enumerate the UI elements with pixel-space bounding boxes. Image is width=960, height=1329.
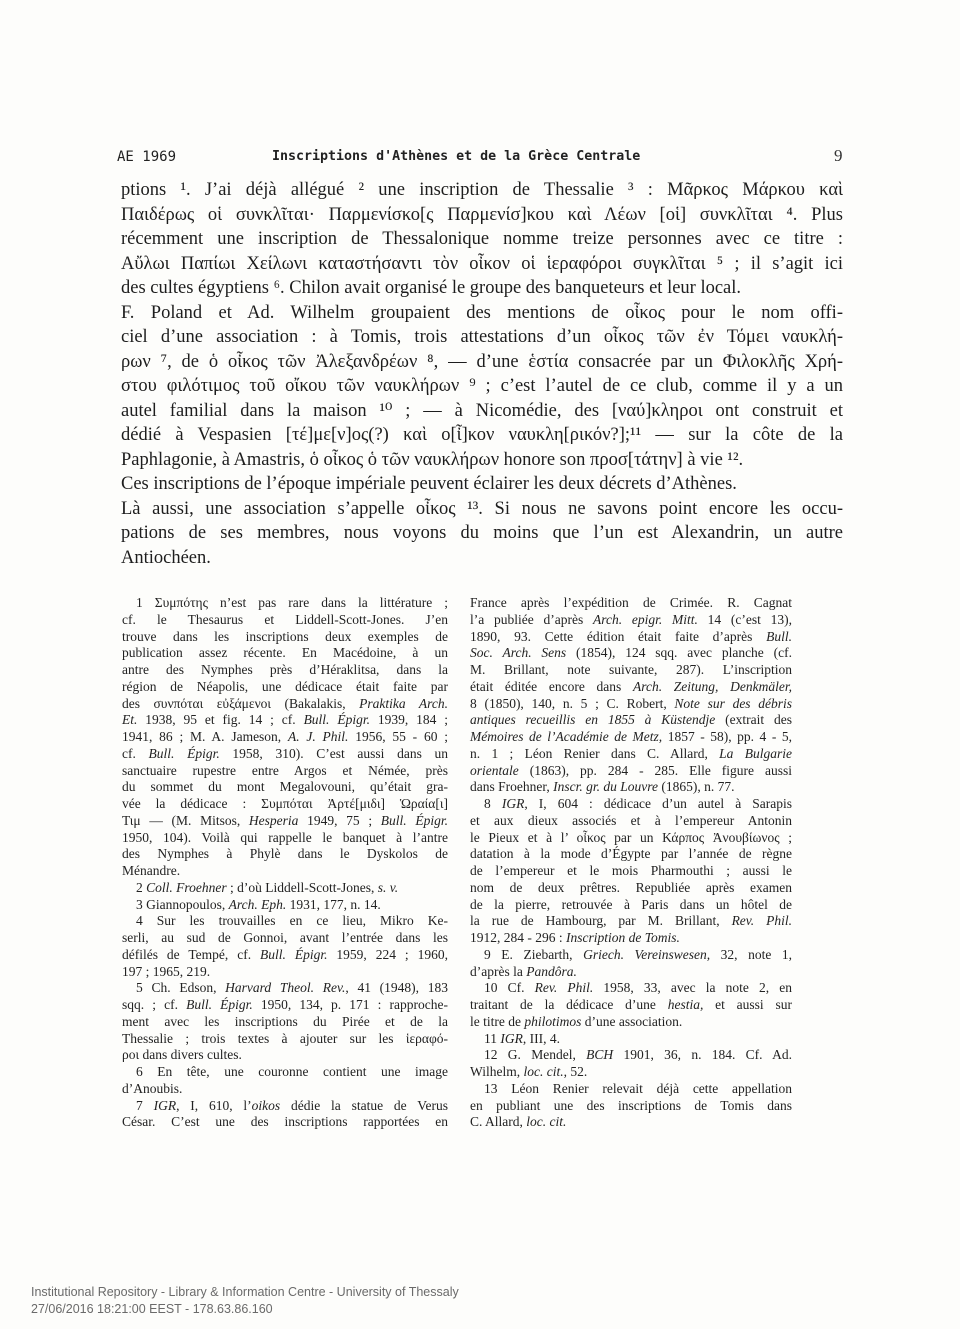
text-segment: 197 ; 1965, 219. xyxy=(122,963,211,979)
footnote-line xyxy=(470,863,792,880)
text-segment: ; d’où Liddell-Scott-Jones, xyxy=(226,879,378,895)
footnote-line xyxy=(470,947,792,964)
text-segment: 1931, 177, n. 14. xyxy=(286,896,381,912)
italic-text: IGR xyxy=(500,1030,523,1046)
italic-text: Bull. Épigr. xyxy=(186,997,253,1012)
text-segment: de l’empereur et le mois Pharmouthi ; aussi le xyxy=(470,863,792,878)
text-line: récemment une inscription de Thessalonique nomme treize personnes avec ce titre : xyxy=(121,229,843,249)
footnote-line xyxy=(470,679,792,696)
footnote-line xyxy=(122,863,448,880)
italic-text: BCH xyxy=(586,1047,614,1063)
text-segment: (1865), n. 77. xyxy=(657,779,735,795)
footnote-line xyxy=(122,763,448,780)
footnote xyxy=(122,1098,448,1132)
footnote-line xyxy=(122,830,448,847)
footnote-line xyxy=(122,930,448,947)
footnote-line xyxy=(122,779,448,796)
footnote-line xyxy=(470,880,792,897)
text-segment: d’une association. xyxy=(581,1013,683,1029)
text-segment: 1 Συμπότης n’est pas rare dans la littérature ; xyxy=(136,595,448,610)
text-segment: , III, 4. xyxy=(522,1030,560,1046)
text-segment: était éditée encore dans xyxy=(470,678,633,694)
text-segment: 1959, 224 ; 1960, xyxy=(327,946,448,962)
footnote-line xyxy=(470,645,792,662)
footnote xyxy=(470,1031,792,1048)
text-line: Là aussi, une association s’appelle οἶκος ¹³. Si nous ne savons point encore les occu- xyxy=(121,498,843,519)
text-segment: l’a publiée d’après xyxy=(470,611,593,627)
text-segment: en publiant une des inscriptions de Tomis dans xyxy=(470,1097,792,1113)
text-line: Ces inscriptions de l’époque impériale peuvent éclairer les deux décrets d’Athènes. xyxy=(121,474,737,494)
paragraph xyxy=(121,301,843,473)
text-segment: 3 Giannopoulos, xyxy=(136,896,229,912)
text-segment: des συνπόται εὐξάμενοι (Bakalakis, xyxy=(122,695,360,711)
footnote-line xyxy=(122,595,448,612)
footnote-line xyxy=(470,662,792,679)
text-line: pations de ses membres, nous voyons du moins que l’un est Alexandrin, un autre xyxy=(121,523,843,543)
text-segment: d’après la xyxy=(470,963,527,979)
footnote xyxy=(122,897,448,914)
footnote-line xyxy=(470,612,792,629)
text-segment: et aux dieux associés et à l’empereur Antonin xyxy=(470,812,792,828)
text-segment: 32, note 1, xyxy=(710,946,792,962)
running-title: Inscriptions d'Athènes et de la Grèce Centrale xyxy=(272,149,641,164)
footnote-line xyxy=(470,796,792,813)
footnote-line xyxy=(122,1064,448,1081)
footnote-line xyxy=(470,746,792,763)
italic-text: loc. cit. xyxy=(526,1114,567,1130)
text-segment: , 52. xyxy=(563,1064,588,1079)
text-segment: C. Allard, xyxy=(470,1114,527,1130)
footnote-line xyxy=(470,997,792,1014)
text-segment: Ménandre. xyxy=(122,863,181,878)
text-line: Αὔλωι Παπίωι Χείλωνι καταστήσαντι τὸν οἶκον οἱ ἱεραφόροι συγκλῖται ⁵ ; il s’agit ici xyxy=(121,253,843,274)
text-segment: 14 (c’est 13), xyxy=(697,611,792,627)
italic-text: hestia, xyxy=(667,997,704,1012)
text-segment: du sommet du mont Megalovouni, qu’était gra- xyxy=(122,779,448,795)
text-segment: Thessalie ; trois textes à ajouter sur les ἱεραφό- xyxy=(122,1030,448,1046)
text-segment: France après l’expédition de Crimée. R. Cagnat xyxy=(470,595,792,610)
repository-line: Institutional Repository - Library & Information Centre - University of Thessaly xyxy=(31,1285,459,1299)
footnote-line xyxy=(470,964,792,981)
italic-text: Praktika Arch. xyxy=(359,695,449,711)
footnote xyxy=(470,1081,792,1131)
footnote-line xyxy=(470,1047,792,1064)
footnote-line xyxy=(470,595,792,612)
text-segment: 1949, 75 ; xyxy=(298,812,381,828)
page-number: 9 xyxy=(834,146,843,165)
italic-text: loc. cit. xyxy=(523,1064,564,1079)
text-segment: (1854), 124 sqq. avec planche (cf. xyxy=(566,645,792,661)
footnote-line xyxy=(122,712,448,729)
text-segment: , I, 604 : dédicace d’un autel à Sarapis xyxy=(524,796,793,811)
italic-text: Bull. xyxy=(766,628,792,644)
italic-text: Arch. Zeitung, Denkmäler, xyxy=(632,678,792,694)
text-line: ciel d’une association : à Tomis, trois attestations d’un οἶκος τῶν ἐν Τόμει ναυκλή- xyxy=(121,327,843,347)
italic-text: oikos xyxy=(251,1097,281,1113)
text-segment: , I, 610, l’ xyxy=(176,1097,252,1113)
footnote xyxy=(122,980,448,1064)
footnote-line xyxy=(470,1014,792,1031)
text-segment: ροι dans divers cultes. xyxy=(122,1047,242,1063)
text-segment: Wilhelm, xyxy=(470,1064,524,1079)
footnote-line xyxy=(470,846,792,863)
footnote-line xyxy=(122,980,448,997)
text-segment: la rue de Hambourg, par M. Brillant, xyxy=(470,913,732,929)
paragraph xyxy=(121,497,843,571)
text-segment: antre des Nymphes près d’Héraklitsa, dans la xyxy=(122,662,448,677)
text-segment: de la pierre, retrouvée à Paris dans un hôtel de xyxy=(470,896,792,912)
italic-text: philotimos xyxy=(524,1013,582,1029)
italic-text: Arch. epigr. Mitt. xyxy=(592,611,698,627)
text-line: autel familial dans la maison ¹⁰ ; — à Nicomédie, des [ναύ]κληροι ont construit et xyxy=(121,400,843,421)
paragraph xyxy=(121,472,843,497)
text-segment: (extrait des xyxy=(715,712,792,728)
footnote xyxy=(122,880,448,897)
text-line: ptions ¹. J’ai déjà allégué ² une inscription de Thessalie ³ : Μᾶρκος Μάρκου καὶ xyxy=(121,180,843,200)
text-segment: sqq. ; cf. xyxy=(122,997,187,1012)
italic-text: Et. xyxy=(122,712,138,728)
footnote-line xyxy=(122,1014,448,1031)
footnotes-right-column xyxy=(470,595,792,1131)
text-line: Paphlagonie, à Amastris, ὁ οἶκος ὁ τῶν ναυκλήρων honore son προσ[τάτην] à vie ¹². xyxy=(121,449,744,470)
text-segment: nom de deux prêtres. Republiée après examen xyxy=(470,879,792,895)
footnote-line xyxy=(470,696,792,713)
italic-text: La Bulgarie xyxy=(719,745,792,761)
footnote-line xyxy=(122,696,448,713)
journal-reference: AE 1969 xyxy=(117,149,177,165)
text-segment: le titre de xyxy=(470,1013,525,1029)
footnote-line xyxy=(122,1098,448,1115)
text-segment: 12 G. Mendel, xyxy=(484,1047,587,1063)
footnote-line xyxy=(122,629,448,646)
footnote xyxy=(470,796,792,947)
footnote-line xyxy=(470,779,792,796)
footnote-line xyxy=(122,913,448,930)
text-segment: région de Néapolis, une dédicace était faite par xyxy=(122,678,448,694)
italic-text: antiques recueillis en 1855 à Küstendje xyxy=(470,712,716,728)
text-segment: le Pieux et à l’ οἶκος par un Κάρπος Ἀνουβίωνος ; xyxy=(470,829,792,845)
text-segment: d’Anoubis. xyxy=(122,1080,183,1096)
italic-text: A. J. Phil. xyxy=(287,729,349,744)
footnote-line xyxy=(470,763,792,780)
text-segment: 1958, 33, avec la note 2, en xyxy=(593,980,792,996)
text-segment: César. C’est une des inscriptions rapportées en xyxy=(122,1114,448,1130)
repository-footer xyxy=(31,1284,459,1318)
footnote-line xyxy=(122,964,448,981)
text-segment: dédie la statue de Verus xyxy=(280,1097,448,1113)
italic-text: IGR xyxy=(153,1097,177,1113)
footnote-line xyxy=(122,846,448,863)
italic-text: Coll. Froehner xyxy=(146,879,227,895)
italic-text: Rev. Phil. xyxy=(534,980,594,996)
footnote-line xyxy=(122,813,448,830)
text-segment: et aussi sur xyxy=(703,997,792,1012)
footnote-line xyxy=(470,1114,792,1131)
footnote xyxy=(122,1064,448,1098)
page-header xyxy=(0,148,960,168)
italic-text: Pandôra. xyxy=(526,963,577,979)
footnote-line xyxy=(122,1047,448,1064)
footnote-line xyxy=(122,1081,448,1098)
footnote-line xyxy=(122,612,448,629)
text-segment: 1901, 36, n. 184. Cf. Ad. xyxy=(613,1047,792,1063)
text-segment: 1938, 95 et fig. 14 ; cf. xyxy=(137,712,304,728)
italic-text: Harvard Theol. Rev. xyxy=(225,980,346,996)
footnote-continuation xyxy=(470,595,792,796)
footnote-line xyxy=(122,947,448,964)
footnote-line xyxy=(470,913,792,930)
text-segment: défilés de Tempé, cf. xyxy=(122,946,261,962)
footnote-line xyxy=(470,1081,792,1098)
italic-text: Bull. Épigr. xyxy=(380,812,448,828)
text-segment: cf. le Thesaurus et Liddell-Scott-Jones. J’en xyxy=(122,611,448,627)
text-segment: 1912, 284 - 296 : xyxy=(470,930,566,945)
footnote-line xyxy=(122,729,448,746)
paragraph xyxy=(121,178,843,301)
text-segment: 1857 - 58), pp. 4 - 5, xyxy=(662,729,792,744)
footnote-line xyxy=(122,997,448,1014)
footnote xyxy=(122,913,448,980)
text-line: F. Poland et Ad. Wilhelm groupaient des mentions de οἶκος pour le nom offi- xyxy=(121,302,843,323)
footnote-line xyxy=(470,930,792,947)
text-segment: M. Brillant, note suivante, 287). L’inscription xyxy=(470,662,792,677)
footnote-line xyxy=(470,1031,792,1048)
footnote xyxy=(470,980,792,1030)
text-segment: 7 xyxy=(136,1097,154,1113)
text-segment: Τιμ — (M. Mitsos, xyxy=(122,812,249,828)
text-segment: 8 xyxy=(484,796,502,811)
text-segment: 5 Ch. Edson, xyxy=(136,980,226,996)
footnotes-left-column xyxy=(122,595,448,1131)
text-line: des cultes égyptiens ⁶. Chilon avait organisé le groupe des banqueteurs et leur local. xyxy=(121,278,742,298)
text-segment: 1950, 134, p. 171 : rapproche- xyxy=(252,997,448,1012)
footnote-line xyxy=(122,679,448,696)
text-segment: vée la dédicace : Συμπόται Ἀρτέ[μιδι] Ὡραία[ι] xyxy=(122,796,448,811)
footnote-line xyxy=(470,629,792,646)
footnote xyxy=(122,595,448,880)
italic-text: Mémoires de l’Académie de Metz, xyxy=(470,729,663,744)
text-segment: n. 1 ; Léon Renier dans C. Allard, xyxy=(470,745,720,761)
italic-text: Hesperia xyxy=(248,812,299,828)
footnote-line xyxy=(470,1098,792,1115)
text-segment: 8 (1850), 140, n. 5 ; C. Robert, xyxy=(470,695,675,711)
italic-text: Note sur des débris xyxy=(674,695,793,711)
italic-text: Arch. Eph. xyxy=(228,896,287,912)
text-segment: 10 Cf. xyxy=(484,980,535,996)
italic-text: Inscription de Tomis. xyxy=(566,930,680,945)
footnote-line xyxy=(470,729,792,746)
text-segment: publication assez récente. En Macédoine, à un xyxy=(122,645,448,661)
main-text xyxy=(121,178,843,570)
text-segment: 1939, 184 ; xyxy=(369,712,448,728)
italic-text: Soc. Arch. Sens xyxy=(470,645,567,661)
footnote xyxy=(470,947,792,981)
text-line: Παιδέρως οἱ συνκλῖται· Παρμενίσκο[ς Παρμενίσ]κου καὶ Λέων [οἱ] συνκλῖται ⁴. Plus xyxy=(121,204,843,225)
footnote-line xyxy=(122,1031,448,1048)
italic-text: IGR xyxy=(501,796,525,811)
italic-text: Bull. Épigr. xyxy=(260,946,328,962)
italic-text: Rev. Phil. xyxy=(731,913,792,929)
italic-text: orientale xyxy=(470,762,519,778)
italic-text: Griech. Vereinswesen, xyxy=(583,946,711,962)
footnote-line xyxy=(470,830,792,847)
text-segment: 1890, 93. Cette édition était faite d’après xyxy=(470,628,767,644)
text-segment: 11 xyxy=(484,1030,501,1046)
download-timestamp: 27/06/2016 18:21:00 EEST - 178.63.86.160 xyxy=(31,1302,273,1316)
footnote-line xyxy=(470,980,792,997)
text-segment: , 41 (1948), 183 xyxy=(345,980,448,996)
text-segment: 1941, 86 ; M. A. Jameson, xyxy=(122,729,288,744)
footnote-line xyxy=(470,1064,792,1081)
footnote xyxy=(470,1047,792,1081)
italic-text: Inscr. gr. du Louvre xyxy=(553,779,658,795)
italic-text: s. v. xyxy=(377,879,399,895)
text-segment: 1958, 310). C’est aussi dans un xyxy=(219,745,448,761)
text-segment: trouve dans les inscriptions deux exemples de xyxy=(122,628,448,644)
text-segment: dans Froehner, xyxy=(470,779,554,795)
italic-text: Bull. Épigr. xyxy=(303,712,370,728)
text-segment: datation à la mode d’Égypte par l’année de règne xyxy=(470,846,792,862)
text-segment: 4 Sur les trouvailles en ce lieu, Mikro Ke- xyxy=(136,913,448,929)
italic-text: Bull. Épigr. xyxy=(148,745,220,761)
text-segment: 2 xyxy=(136,879,147,895)
text-line: Antiochéen. xyxy=(121,547,211,568)
footnote-line xyxy=(122,746,448,763)
text-segment: 6 En tête, une couronne contient une image xyxy=(136,1064,448,1079)
text-line: dédié à Vespasien [τέ]με[ν]ος(?) καὶ ο[ἶ]κον ναυκλη[ρικόν?];¹¹ — sur la côte de la xyxy=(121,425,843,445)
text-segment: (1863), pp. 284 - 285. Elle figure aussi xyxy=(518,762,792,778)
footnote-line xyxy=(122,1114,448,1131)
text-segment: des Nymphes à Phylè dans le Dyskolos de xyxy=(122,846,448,862)
text-segment: serli, au sud de Gonnoi, avant l’entrée dans les xyxy=(122,930,448,945)
text-segment: 1956, 55 - 60 ; xyxy=(348,729,448,744)
footnote-line xyxy=(470,813,792,830)
text-segment: cf. xyxy=(122,745,149,761)
text-segment: 13 Léon Renier relevait déjà cette appellation xyxy=(484,1080,792,1096)
footnote-line xyxy=(122,796,448,813)
footnote-line xyxy=(122,662,448,679)
footnote-line xyxy=(122,897,448,914)
footnote-line xyxy=(122,880,448,897)
text-segment: ment avec les inscriptions du Pirée et de la xyxy=(122,1013,448,1029)
text-segment: sanctuaire rupestre entre Argos et Némée, près xyxy=(122,762,448,778)
footnote-line xyxy=(470,897,792,914)
text-line: στου φιλότιμος τοῦ οἴκου τῶν ναυκλήρων ⁹ ; c’est l’autel de ce club, comme il y a un xyxy=(121,376,843,396)
footnote-line xyxy=(470,712,792,729)
text-segment: traitant de la dédicace d’une xyxy=(470,997,668,1012)
text-line: ρων ⁷, de ὁ οἶκος τῶν Ἀλεξανδρέων ⁸, — d’une ἑστία consacrée par un Φιλοκλῆς Χρή- xyxy=(121,351,843,372)
footnote-line xyxy=(122,645,448,662)
text-segment: 1950, 104). Voilà qui rappelle le banquet à l’antre xyxy=(122,829,448,845)
text-segment: 9 E. Ziebarth, xyxy=(484,946,584,962)
